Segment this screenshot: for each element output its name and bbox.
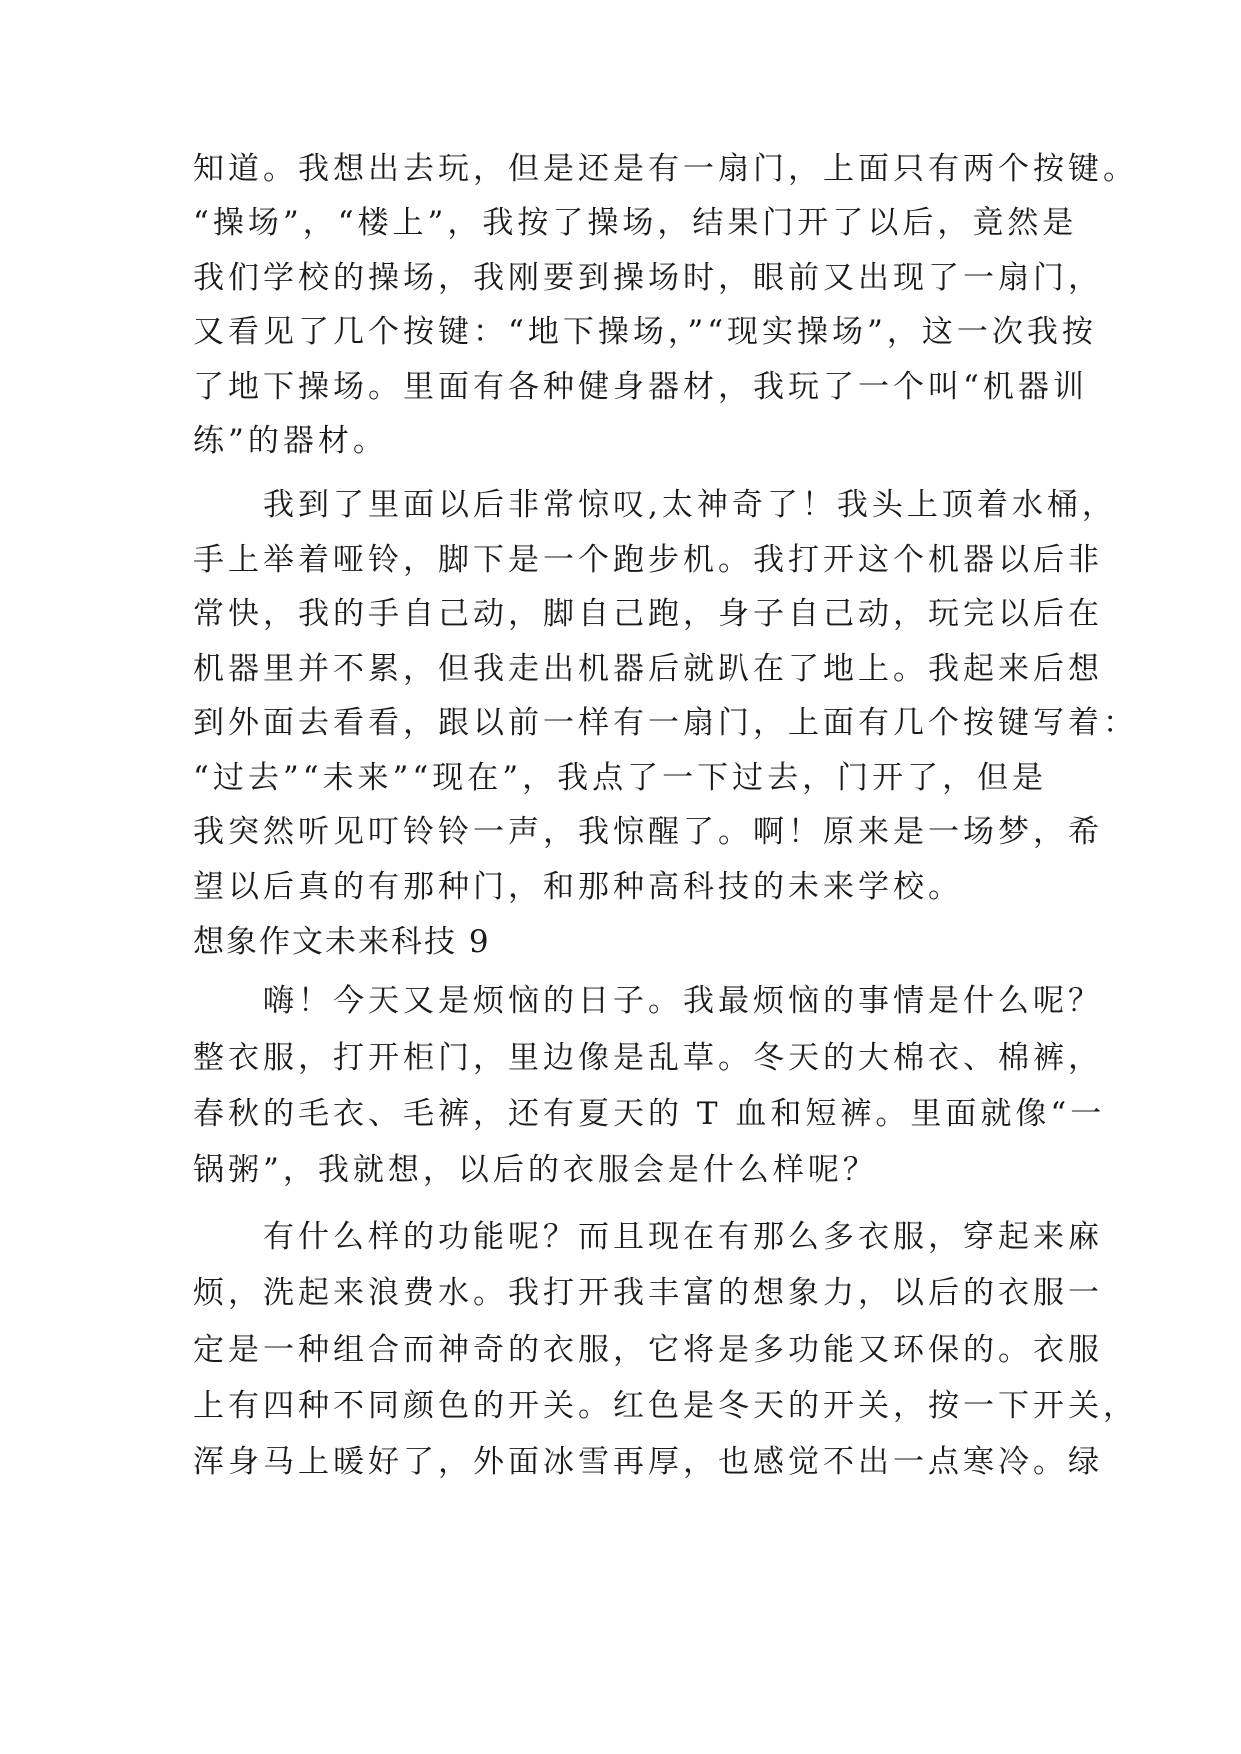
text-line: 锅粥”，我就想，以后的衣服会是什么样呢？ xyxy=(193,1152,878,1188)
text-line: 定是一种组合而神奇的衣服，它将是多功能又环保的。衣服 xyxy=(193,1332,1103,1368)
text-line: 我突然听见叮铃铃一声，我惊醒了。啊！原来是一场梦，希 xyxy=(193,814,1103,850)
text-line: 到外面去看看，跟以前一样有一扇门，上面有几个按键写着： xyxy=(193,705,1138,741)
text-line: “过去”“未来”“现在”，我点了一下过去，门开了，但是 xyxy=(193,760,1048,796)
section-heading: 想象作文未来科技 9 xyxy=(193,924,491,960)
text-line: 又看见了几个按键：“地下操场，”“现实操场”，这一次我按 xyxy=(193,314,1097,350)
text-line: 嗨！今天又是烦恼的日子。我最烦恼的事情是什么呢？ xyxy=(193,983,1103,1019)
text-line: 望以后真的有那种门，和那种高科技的未来学校。 xyxy=(193,869,963,905)
text-line: “操场”，“楼上”，我按了操场，结果门开了以后，竟然是 xyxy=(193,205,1078,241)
text-line: 知道。我想出去玩，但是还是有一扇门，上面只有两个按键。 xyxy=(193,151,1138,187)
text-line: 了地下操场。里面有各种健身器材，我玩了一个叫“机器训 xyxy=(193,369,1088,405)
text-line: 手上举着哑铃，脚下是一个跑步机。我打开这个机器以后非 xyxy=(193,542,1103,578)
text-line: 我到了里面以后非常惊叹,太神奇了！我头上顶着水桶， xyxy=(193,487,1117,523)
text-line: 有什么样的功能呢？而且现在有那么多衣服，穿起来麻 xyxy=(193,1219,1103,1255)
text-line: 整衣服，打开柜门，里边像是乱草。冬天的大棉衣、棉裤， xyxy=(193,1040,1103,1076)
text-line: 练”的器材。 xyxy=(193,423,388,459)
text-line: 浑身马上暖好了，外面冰雪再厚，也感觉不出一点寒冷。绿 xyxy=(193,1444,1103,1480)
text-line: 机器里并不累，但我走出机器后就趴在了地上。我起来后想 xyxy=(193,651,1103,687)
text-line: 烦，洗起来浪费水。我打开我丰富的想象力，以后的衣服一 xyxy=(193,1275,1103,1311)
text-line: 上有四种不同颜色的开关。红色是冬天的开关，按一下开关， xyxy=(193,1388,1138,1424)
text-line: 我们学校的操场，我刚要到操场时，眼前又出现了一扇门， xyxy=(193,260,1103,296)
text-line: 常快，我的手自己动，脚自己跑，身子自己动，玩完以后在 xyxy=(193,596,1103,632)
text-line: 春秋的毛衣、毛裤，还有夏天的 T 血和短裤。里面就像“一 xyxy=(193,1096,1106,1132)
